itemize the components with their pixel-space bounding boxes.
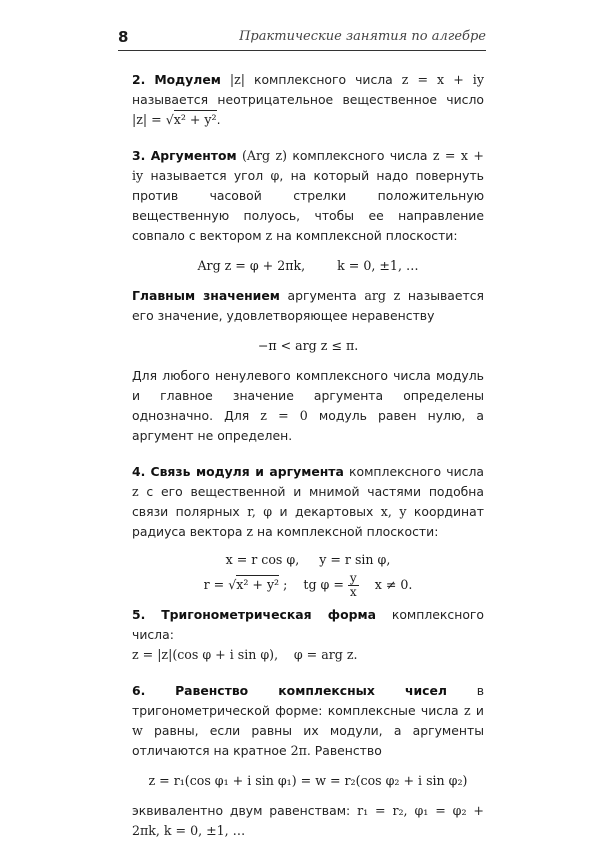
section-2-paragraph xyxy=(132,70,484,130)
section-5-paragraph xyxy=(132,605,484,665)
math-semicolon: ; xyxy=(283,577,288,592)
section-6-text-a: в тригонометрической форме: комплексные числа xyxy=(132,683,484,718)
section-6-text-c: равны, если равны их модули, а аргументы отличаются на кратное xyxy=(132,723,484,758)
main-value-paragraph xyxy=(132,286,484,326)
section-2-number: 2. xyxy=(132,72,146,87)
sqrt-sign-2: √ xyxy=(228,577,237,592)
section-4-text-e: на комплексной плоскости: xyxy=(256,524,439,539)
math-tg-eq: tg φ = xyxy=(303,577,348,592)
equality-formula xyxy=(132,771,484,791)
math-two-pi: 2π xyxy=(290,743,307,758)
page-header xyxy=(118,28,486,51)
section-3-text-c: , на который надо повернуть против часовой стрелки положительную вещественную полуось, чтобы ее направление совпало с вектором xyxy=(132,168,484,243)
polar-formula xyxy=(132,550,484,570)
section-4-text-c: и декартовых xyxy=(279,504,374,519)
section-2-text-b: называется неотрицательное вещественное число xyxy=(132,92,484,107)
math-k-values: k = 0, ±1, … xyxy=(337,258,419,273)
math-z-zero: z = 0 xyxy=(260,408,308,423)
inequality-formula xyxy=(132,336,484,356)
tangent-fraction xyxy=(348,572,359,599)
page-number: 8 xyxy=(118,28,129,46)
section-2-term: Модулем xyxy=(154,72,221,87)
sqrt-sign: √ xyxy=(165,112,174,127)
math-equality: z = r₁(cos φ₁ + i sin φ₁) = w = r₂(cos φ₂ + i sin φ₂) xyxy=(148,773,468,788)
section-5-number: 5. xyxy=(132,607,146,622)
math-z-4b: z xyxy=(246,524,254,539)
section-6-text-e: эквивалентно двум равенствам: xyxy=(132,803,351,818)
modulus-tangent-formula xyxy=(132,572,484,599)
remark-paragraph xyxy=(132,366,484,446)
section-6-term: Равенство комплексных чисел xyxy=(175,683,447,698)
math-w: w xyxy=(132,723,143,738)
fraction-numerator: y xyxy=(349,571,357,585)
math-x-y: x, y xyxy=(380,504,407,519)
math-z-eq: z = x + iy xyxy=(401,72,484,87)
math-sqrt-expr-2: x² + y² xyxy=(236,577,280,592)
fraction-denominator: x xyxy=(349,585,357,599)
section-3-paragraph xyxy=(132,146,484,246)
section-5-term: Тригонометрическая форма xyxy=(161,607,376,622)
main-value-text-b: называется его значение, удовлетворяющее неравенству xyxy=(132,288,484,323)
section-4-number: 4. xyxy=(132,464,146,479)
section-6-paragraph xyxy=(132,681,484,761)
math-phi: φ xyxy=(270,168,280,183)
section-4-paragraph xyxy=(132,462,484,542)
running-title: Практические занятия по алгебре xyxy=(239,29,486,44)
main-value-text-a: аргумента xyxy=(287,288,357,303)
math-arg-z-paren: (Arg z) xyxy=(241,148,288,163)
section-6-text-b: и xyxy=(475,703,484,718)
math-k-values-end: k = 0, ±1, … xyxy=(163,823,246,838)
main-value-term: Главным значением xyxy=(132,288,280,303)
math-phi-arg: φ = arg z. xyxy=(293,647,358,662)
math-polar2: y = r sin φ, xyxy=(319,552,391,567)
section-4-text-b: с его вещественной и мнимой частями подобна связи полярных xyxy=(132,484,484,519)
math-trig-form: z = |z|(cos φ + i sin φ), xyxy=(132,647,279,662)
remark-text-a: Для любого ненулевого комплексного числа модуль и главное значение аргумента определены однозначно. Для xyxy=(132,368,484,423)
math-z-4a: z xyxy=(132,484,139,499)
arg-formula xyxy=(132,256,484,276)
math-inequality: −π < arg z ≤ π. xyxy=(257,338,359,353)
period: . xyxy=(216,112,221,127)
remark-text-b: модуль равен нулю, а аргумент не определен. xyxy=(132,408,484,443)
section-6-number: 6. xyxy=(132,683,146,698)
section-3-text-b: называется угол xyxy=(150,168,264,183)
section-3-term: Аргументом xyxy=(150,148,237,163)
section-2-text-a: комплексного числа xyxy=(253,72,393,87)
page-content xyxy=(132,70,484,841)
math-r-phi: r, φ xyxy=(247,504,273,519)
math-arg-small: arg z xyxy=(364,288,401,303)
section-5-text-a: комплексного числа: xyxy=(132,607,484,642)
section-6-text-d: . Равенство xyxy=(306,743,382,758)
section-4-term: Связь модуля и аргумента xyxy=(150,464,344,479)
math-polar1: x = r cos φ, xyxy=(225,552,300,567)
math-arg-formula: Arg z = φ + 2πk, xyxy=(197,258,306,273)
math-sqrt-expr: x² + y² xyxy=(173,112,217,127)
math-r-eq: r = xyxy=(203,577,229,592)
math-z: z xyxy=(265,228,273,243)
section-4-text-a: комплексного числа xyxy=(349,464,484,479)
math-abs-z: |z| xyxy=(229,72,245,87)
equivalence-paragraph xyxy=(132,801,484,841)
math-x-neq: x ≠ 0. xyxy=(374,577,413,592)
math-z-eq-2: z = x + iy xyxy=(132,148,484,183)
section-3-number: 3. xyxy=(132,148,146,163)
math-eq-result: r₁ = r₂, φ₁ = φ₂ + 2πk, xyxy=(132,803,484,838)
section-3-text-d: на комплексной плоскости: xyxy=(276,228,458,243)
section-4-text-d: координат радиуса вектора xyxy=(132,504,484,539)
math-abs-eq: |z| = xyxy=(132,112,166,127)
section-3-text-a: комплексного числа xyxy=(292,148,428,163)
math-z-6: z xyxy=(463,703,471,718)
